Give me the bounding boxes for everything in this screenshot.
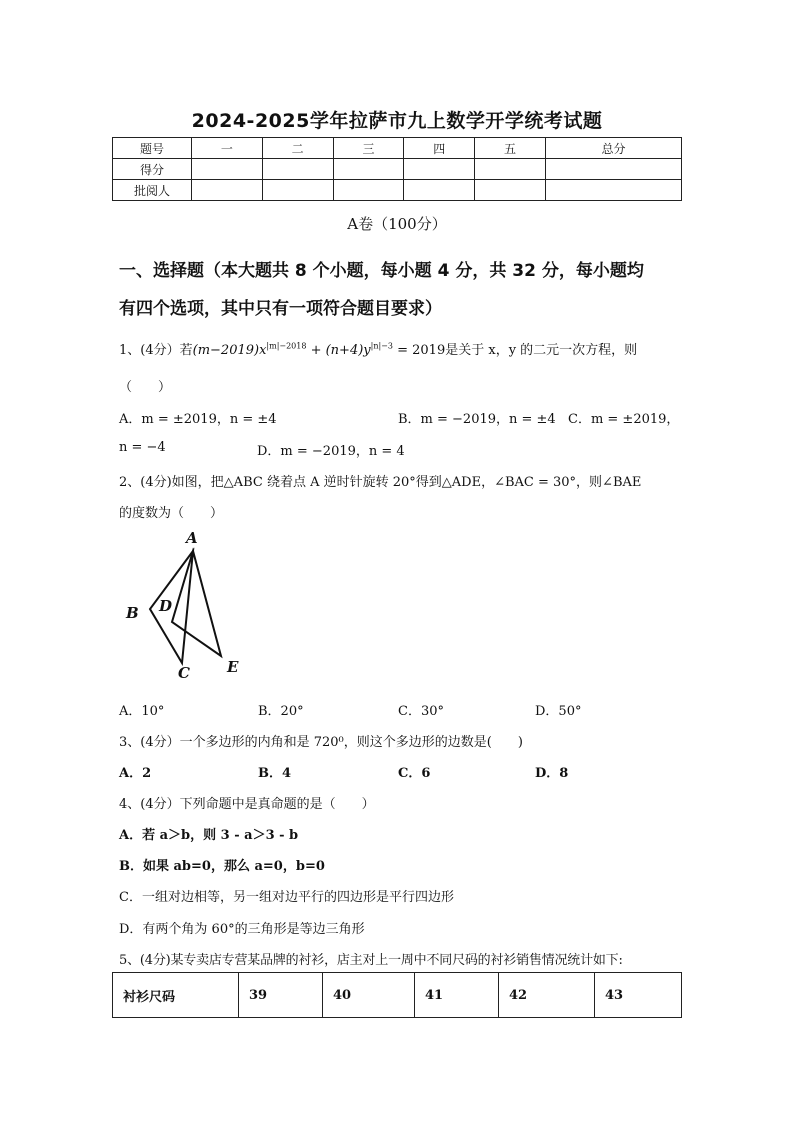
q1-sup-b: |n|−3 [370, 341, 393, 351]
table-cell [545, 159, 681, 180]
table-cell: 40 [323, 973, 415, 1018]
section-subtitle: A卷（100分） [347, 215, 447, 233]
q2-option-d: D．50° [535, 704, 582, 719]
table-cell [545, 180, 681, 201]
table-cell: 批阅人 [113, 180, 192, 201]
fig-label-d: D [159, 597, 173, 615]
q1-prefix: 1、(4分）若 [119, 343, 193, 358]
rotation-triangle-figure [120, 525, 260, 685]
q1-blank: （ ） [119, 380, 172, 395]
table-cell: 43 [595, 973, 682, 1018]
fig-label-b: B [126, 604, 139, 622]
q1-option-c-cont: n = −4 [119, 440, 166, 455]
shirt-size-table [112, 972, 682, 1018]
table-cell: 一 [192, 138, 263, 159]
q2-option-b: B．20° [258, 704, 304, 719]
table-row [113, 138, 682, 159]
q1-eq-b: + (n+4)y [306, 343, 371, 358]
q3-option-d: D．8 [535, 766, 569, 781]
fig-label-a: A [186, 529, 198, 547]
question-2-cont: 的度数为（ ） [119, 506, 224, 521]
table-cell [404, 159, 475, 180]
page-title: 2024-2025学年拉萨市九上数学开学统考试题 [191, 110, 603, 132]
q1-eq-a: (m−2019)x [192, 343, 267, 358]
table-cell [262, 180, 333, 201]
section-heading-line1: 一、选择题（本大题共 8 个小题，每小题 4 分，共 32 分，每小题均 [119, 261, 644, 281]
table-cell [333, 159, 404, 180]
table-cell: 42 [499, 973, 595, 1018]
q4-option-a: A．若 a＞b，则 3 - a＞3 - b [119, 828, 299, 843]
fig-label-c: C [178, 664, 190, 682]
q4-option-c: C．一组对边相等，另一组对边平行的四边形是平行四边形 [119, 890, 454, 905]
table-cell [192, 159, 263, 180]
section-heading-line2: 有四个选项，其中只有一项符合题目要求） [119, 299, 442, 319]
table-cell: 二 [262, 138, 333, 159]
table-cell [475, 159, 546, 180]
q1-option-a: A．m = ±2019，n = ±4 [119, 412, 277, 427]
q1-sup-a: |m|−2018 [266, 341, 307, 351]
table-cell: 三 [333, 138, 404, 159]
q1-option-b: B．m = −2019，n = ±4 [398, 412, 556, 427]
question-2: 2、(4分)如图，把△ABC 绕着点 A 逆时针旋转 20°得到△ADE，∠BAC = 30°，则∠BAE [119, 475, 642, 490]
table-cell: 衬衫尺码 [113, 973, 239, 1018]
question-5: 5、(4分)某专卖店专营某品牌的衬衫，店主对上一周中不同尺码的衬衫销售情况统计如下: [119, 953, 623, 968]
q3-option-c: C．6 [398, 766, 431, 781]
q3-option-b: B．4 [258, 766, 292, 781]
table-cell: 41 [415, 973, 499, 1018]
q4-option-d: D．有两个角为 60°的三角形是等边三角形 [119, 922, 365, 937]
table-row [113, 973, 682, 1018]
table-cell: 39 [239, 973, 323, 1018]
table-cell: 五 [475, 138, 546, 159]
table-cell [192, 180, 263, 201]
q2-option-c: C．30° [398, 704, 444, 719]
fig-label-e: E [227, 658, 239, 676]
table-cell [475, 180, 546, 201]
q1-suffix: 是关于 x，y 的二元一次方程，则 [445, 343, 638, 358]
question-1 [119, 339, 637, 358]
table-cell [333, 180, 404, 201]
q4-option-b: B．如果 ab=0，那么 a=0，b=0 [119, 859, 325, 874]
score-table [112, 137, 682, 201]
table-cell: 四 [404, 138, 475, 159]
q1-option-c: C．m = ±2019， [568, 412, 680, 427]
question-4: 4、(4分）下列命题中是真命题的是（ ） [119, 797, 375, 812]
q1-option-d: D．m = −2019，n = 4 [257, 444, 405, 459]
table-row [113, 180, 682, 201]
q3-option-a: A．2 [119, 766, 152, 781]
table-row [113, 159, 682, 180]
table-cell: 总分 [545, 138, 681, 159]
question-3: 3、(4分）一个多边形的内角和是 720⁰，则这个多边形的边数是( ) [119, 735, 523, 750]
table-cell [262, 159, 333, 180]
table-cell: 题号 [113, 138, 192, 159]
triangle-ade [172, 551, 221, 656]
table-cell [404, 180, 475, 201]
q1-eq-c: = 2019 [392, 343, 446, 358]
table-cell: 得分 [113, 159, 192, 180]
q2-option-a: A．10° [119, 704, 165, 719]
